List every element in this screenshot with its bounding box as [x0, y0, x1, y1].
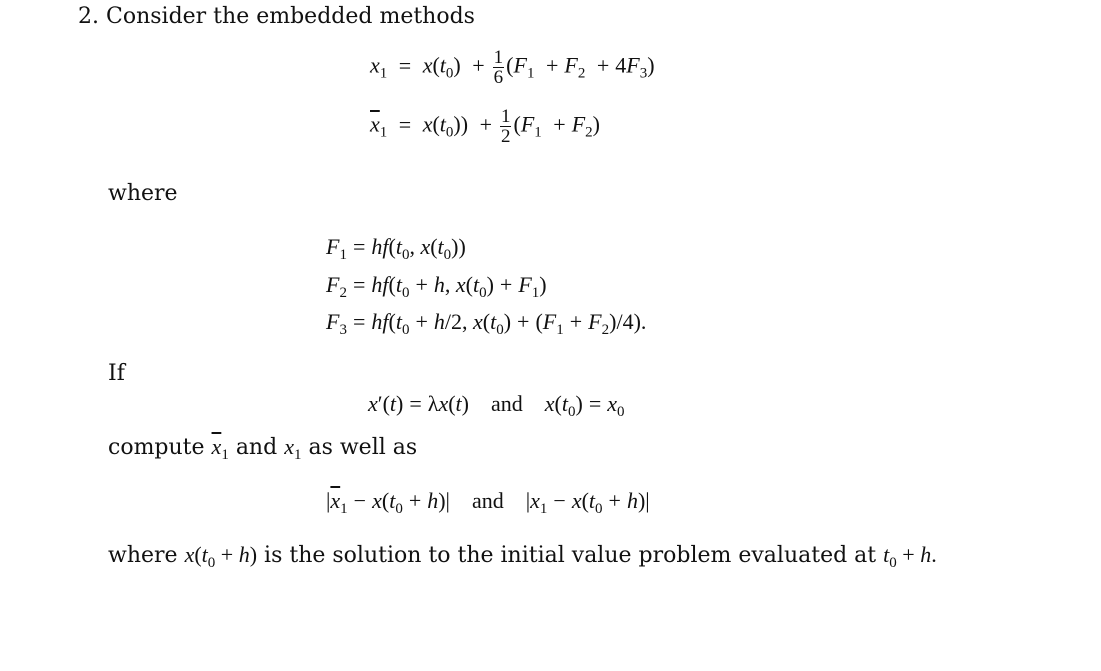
equation-x1: $x_1 = x(t_0)$ + $\frac{1}{6}$ $(F_1 + F_2 + 4F_3)$ — [370, 47, 655, 88]
compute-and: and — [235, 435, 278, 460]
where-label: where — [108, 181, 178, 206]
and-word-2: and — [471, 488, 504, 513]
compute-suffix: as well as — [308, 435, 418, 460]
problem-intro: Consider the embedded methods — [106, 4, 475, 29]
equation-errors: $|\overline{x}_1 - x(t_0 + h)|$ and $|x_1 - x(t_0 + h)|$ — [326, 488, 650, 517]
equation-F2: $F_2 = hf(t_0 + h$, $x(t_0) + F_1$) — [326, 272, 547, 301]
equation-F1: $F_1 = hf(t_0$, $x(t_0)$) — [326, 234, 466, 263]
compute-line: compute $\overline{x}_1$ and $x_1$ as well as — [108, 434, 418, 463]
equation-F3: $F_3 = hf(t_0 + h/2$, $x(t_0) + (F_1 + F_2)/4$). — [326, 309, 647, 338]
final-line: where $x(t_0 + h)$ is the solution to the initial value problem evaluated at $t_0 + h$. — [108, 542, 937, 571]
fraction-one-half: $\frac{1}{2}$ — [500, 106, 511, 147]
compute-prefix: compute — [108, 435, 205, 460]
fraction-one-sixth: $\frac{1}{6}$ — [493, 47, 504, 88]
final-prefix: where — [108, 543, 178, 568]
problem-number: 2. — [78, 4, 99, 29]
final-middle: is the solution to the initial value problem evaluated at — [264, 543, 877, 568]
problem-heading — [78, 6, 475, 28]
and-word-1: and — [491, 391, 523, 416]
equation-ode: x′(t) = λx(t) and $x(t_0) = x_0$ — [368, 391, 625, 420]
equation-x1-bar: $\overline{x}_1 = x(t_0)$) + $\frac{1}{2}$ $(F_1 + F_2)$ — [370, 106, 600, 147]
if-label: If — [108, 361, 125, 386]
